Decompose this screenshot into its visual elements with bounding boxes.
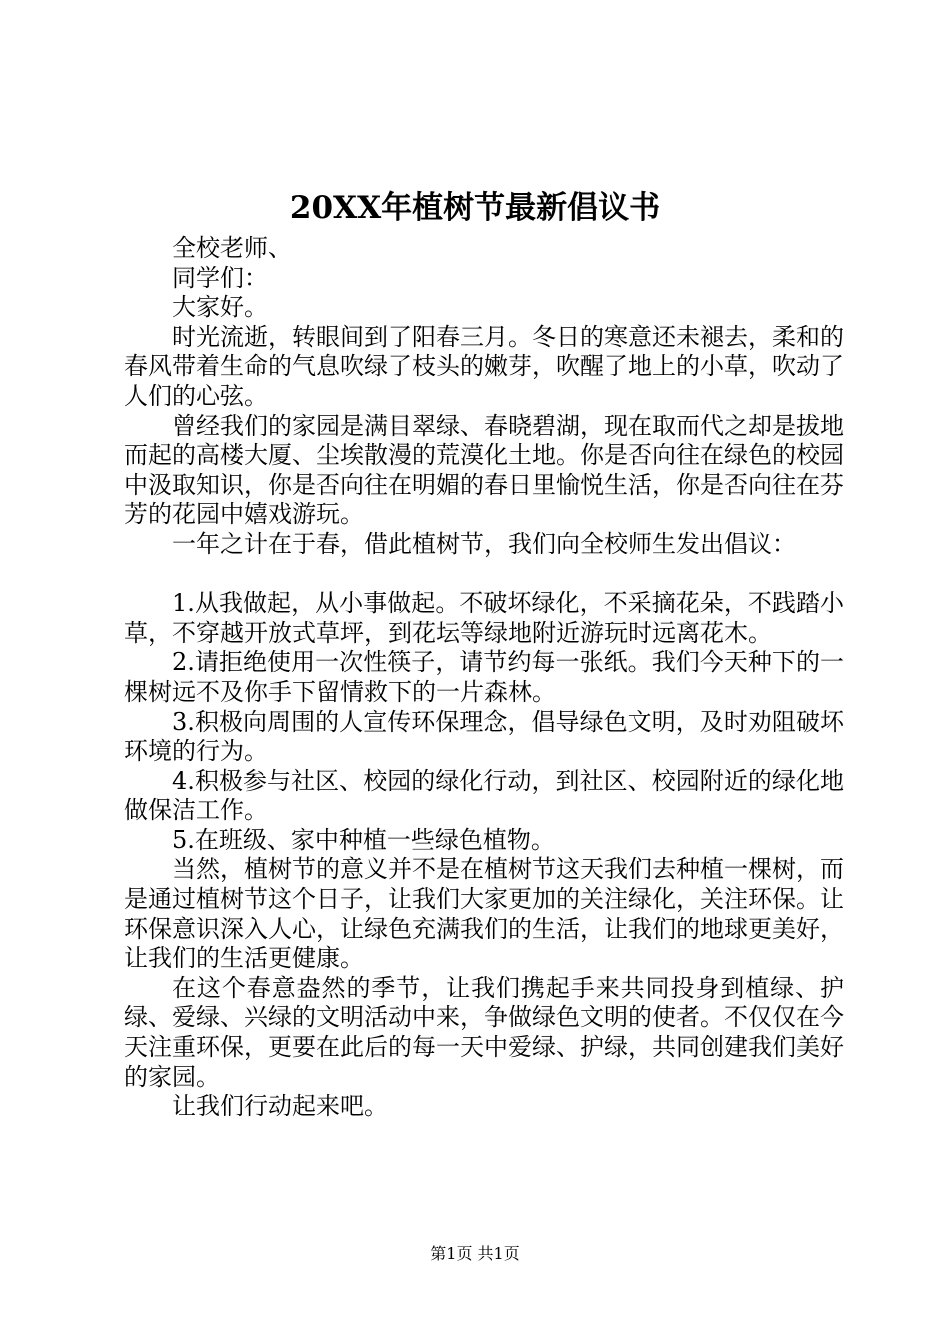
body-paragraph: 时光流逝，转眼间到了阳春三月。冬日的寒意还未褪去，柔和的春风带着生命的气息吹绿了枝头的嫩芽，吹醒了地上的小草，吹动了人们的心弦。 (124, 322, 844, 410)
body-paragraph: 当然，植树节的意义并不是在植树节这天我们去种植一棵树，而是通过植树节这个日子，让我们大家更加的关注绿化，关注环保。让环保意识深入人心，让绿色充满我们的生活，让我们的地球更美好，让我们的生活更健康。 (124, 855, 844, 973)
proposal-item: 5.在班级、家中种植一些绿色植物。 (172, 825, 555, 854)
document-title: 20XX年植树节最新倡议书 (289, 190, 661, 226)
proposal-item: 2.请拒绝使用一次性筷子，请节约每一张纸。我们今天种下的一棵树远不及你手下留情救下的一片森林。 (124, 648, 844, 706)
greeting-line: 大家好。 (172, 293, 268, 322)
closing-line: 让我们行动起来吧。 (172, 1092, 388, 1121)
body-paragraph: 曾经我们的家园是满目翠绿、春晓碧湖，现在取而代之却是拔地而起的高楼大厦、尘埃散漫的荒漠化土地。你是否向往在绿色的校园中汲取知识，你是否向往在明媚的春日里愉悦生活，你是否向往在芬芳的花园中嬉戏游玩。 (124, 411, 844, 529)
blank-line (124, 560, 844, 590)
proposal-item: 4.积极参与社区、校园的绿化行动，到社区、校园附近的绿化地做保洁工作。 (124, 766, 844, 825)
proposal-item: 3.积极向周围的人宣传环保理念，倡导绿色文明，及时劝阻破坏环境的行为。 (124, 707, 844, 766)
salutation-line: 全校老师、 (172, 234, 292, 262)
body-paragraph: 一年之计在于春，借此植树节，我们向全校师生发出倡议： (172, 529, 796, 558)
body-paragraph: 在这个春意盎然的季节，让我们携起手来共同投身到植绿、护绿、爱绿、兴绿的文明活动中来，争做绿色文明的使者。不仅仅在今天注重环保，更要在此后的每一天中爱绿、护绿，共同创建我们美好的家园。 (124, 973, 844, 1091)
proposal-item: 1.从我做起，从小事做起。不破坏绿化，不采摘花朵，不践踏小草，不穿越开放式草坪，到花坛等绿地附近游玩时远离花木。 (124, 589, 844, 647)
document-body (124, 234, 844, 1122)
salutation-line: 同学们： (172, 263, 268, 292)
page-footer: 第1页 共1页 (430, 1244, 520, 1263)
